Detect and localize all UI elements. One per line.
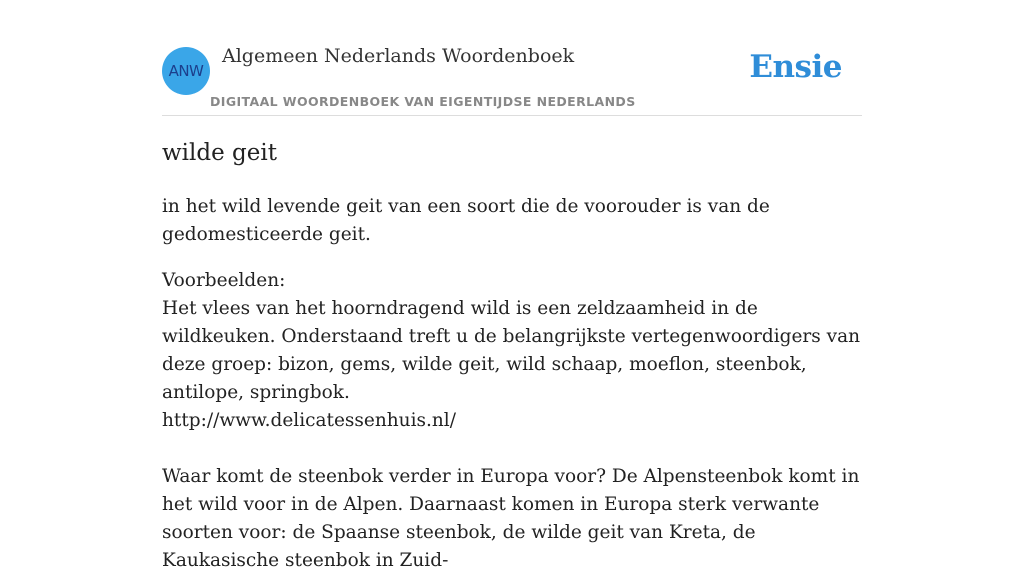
- main-container: [162, 0, 862, 571]
- example-text: Waar komt de steenbok verder in Europa voor? De Alpensteenbok komt in het wild voor in de Alpen. Daarnaast komen in Europa sterk verwante soorten voor: de Spaanse steenbok, de wilde geit van Kreta, de Kaukasische steenbok in Zuid-: [162, 466, 860, 571]
- examples-label: Voorbeelden:: [162, 270, 286, 291]
- examples-section: [162, 267, 862, 575]
- site-title[interactable]: Algemeen Nederlands Woordenboek: [222, 45, 575, 67]
- entry-title: wilde geit: [162, 140, 277, 166]
- site-header: [162, 0, 862, 116]
- entry-definition: in het wild levende geit van een soort die de voorouder is van de gedomesticeerde geit.: [162, 196, 770, 245]
- example-text: Het vlees van het hoorndragend wild is een zeldzaamheid in de wildkeuken. Onderstaand treft u de belangrijkste vertegenwoordigers van deze groep: bizon, gems, wilde geit, wild schaap, moeflon, steenbok, antilope, springbok.: [162, 298, 861, 403]
- example-source: http://www.delicatessenhuis.nl/: [162, 410, 456, 431]
- anw-logo[interactable]: ANW: [162, 47, 210, 95]
- ensie-brand-logo[interactable]: Ensie: [749, 49, 842, 85]
- example-spacer: [162, 435, 862, 463]
- site-subtitle: DIGITAAL WOORDENBOEK VAN EIGENTIJDSE NEDERLANDS: [210, 94, 636, 109]
